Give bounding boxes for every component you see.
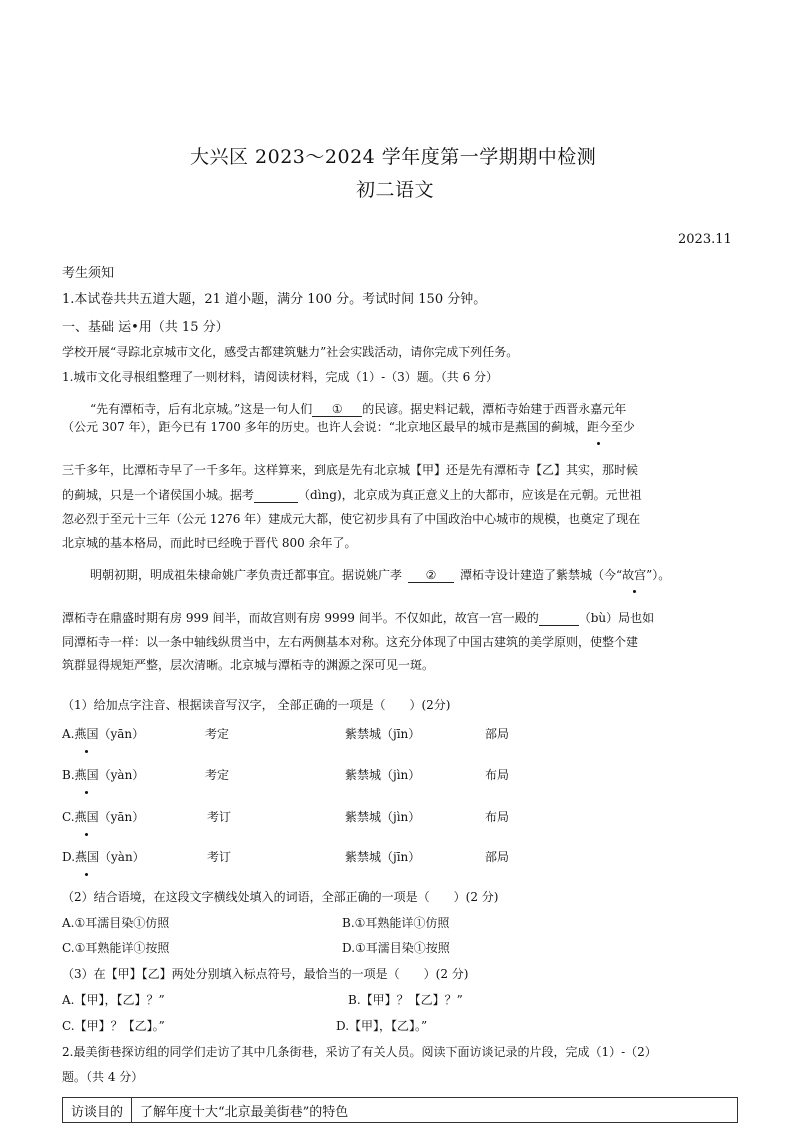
subquestion-3: （3）在【甲】【乙】两处分别填入标点符号，最恰当的一项是（ ）(2 分): [62, 967, 469, 981]
passage-line: 同潭柘寺一样：以一条中轴线纵贯当中，左右两侧基本对称。这充分体现了中国古建筑的美学原则，使整个建: [62, 635, 639, 649]
subquestion-1: （1）给加点字注音、根据读音写汉字， 全部正确的一项是（ ）(2分): [62, 698, 451, 712]
passage-line: 筑群显得规矩严整，层次清晰。北京城与潭柘寺的渊源之深可见一斑。: [62, 658, 435, 672]
section-heading: 一、基础 运•用（共 15 分）: [62, 320, 229, 335]
passage-line: “先有潭柘寺，后有北京城。”这是一句人们 ① 的民谚。据史料记载，潭柘寺始建于西晋永嘉元年: [90, 402, 627, 416]
interview-table: [62, 1097, 738, 1123]
option-c: C.①耳熟能详①按照: [62, 941, 170, 955]
passage-line: 潭柘寺在鼎盛时期有房 999 间半，而故宫则有房 9999 间半。不仅如此，故宫一宫一殿的 （bù）局也如: [62, 611, 655, 625]
table-row: [63, 1098, 738, 1123]
emphasis-dot: [633, 590, 636, 593]
emphasis-dot: [85, 791, 88, 794]
exam-date: 2023.11: [678, 232, 732, 247]
passage-line: 三千多年，比潭柘寺早了一千多年。这样算来，到底是先有北京城【甲】还是先有潭柘寺【乙】其实，那时候: [62, 463, 639, 477]
question-2: 2.最美街巷探访组的同学们走访了其中几条街巷，采访了有关人员。阅读下面访谈记录的片段，完成（1）-（2）: [62, 1045, 657, 1059]
option-a: A.①耳濡目染①仿照: [62, 916, 170, 930]
option-b: B.①耳熟能详①仿照: [342, 916, 450, 930]
question-2-cont: 题。（共 4 分）: [62, 1070, 144, 1084]
blank-2: ②: [408, 568, 454, 583]
option-b: B.【甲】？【乙】？”: [348, 993, 463, 1007]
passage-line: 明朝初期，明成祖朱棣命姚广孝负责迁都事宜。据说姚广孝 ② 潭柘寺设计建造了紫禁城（今“故宫”）。: [90, 568, 671, 582]
blank-ding: [254, 488, 298, 503]
passage-line: 忽必烈于至元十三年（公元 1276 年）建成元大都，使它初步具有了中国政治中心城市的规模，也奠定了现在: [62, 512, 641, 526]
page-title: 大兴区 2023～2024 学年度第一学期期中检测: [190, 146, 597, 168]
option-d: D.①耳濡目染①按照: [342, 941, 450, 955]
passage-line: （公元 307 年），距今已有 1700 多年的历史。也许人会说：“北京地区最早的城市是燕国的蓟城，距今至少: [62, 420, 635, 434]
emphasis-dot: [85, 750, 88, 753]
option-a: A.【甲】，【乙】？”: [62, 993, 165, 1007]
blank-bu: [539, 611, 579, 626]
option-c: C.【甲】？【乙】。”: [62, 1019, 165, 1033]
passage-line: 的蓟城，只是一个诸侯国小城。据考 （dìng)，北京成为真正意义上的大都市，应该是在元朝。元世祖: [62, 488, 642, 502]
subquestion-2: （2）结合语境，在这段文字横线处填入的词语，全部正确的一项是（ ）(2 分): [62, 890, 499, 904]
blank-1: ①: [312, 402, 362, 417]
section-intro: 学校开展“寻踪北京城市文化，感受古都建筑魅力”社会实践活动，请你完成下列任务。: [62, 345, 519, 359]
passage-line: 北京城的基本格局，而此时已经晚于晋代 800 余年了。: [62, 536, 357, 550]
table-value: 了解年度十大“北京最美街巷”的特色: [132, 1098, 738, 1123]
emphasis-dot: [85, 833, 88, 836]
notice-heading: 考生须知: [62, 266, 115, 281]
notice-item: 1.本试卷共共五道大题，21 道小题，满分 100 分。考试时间 150 分钟。: [62, 292, 487, 307]
emphasis-dot: [597, 442, 600, 445]
option-d: D.【甲】，【乙】。”: [336, 1019, 428, 1033]
table-key: 访谈目的: [63, 1098, 132, 1123]
page-subtitle: 初二语文: [356, 179, 435, 201]
question-1: 1.城市文化寻根组整理了一则材料，请阅读材料，完成（1）-（3）题。（共 6 分）: [62, 370, 499, 384]
emphasis-dot: [85, 873, 88, 876]
